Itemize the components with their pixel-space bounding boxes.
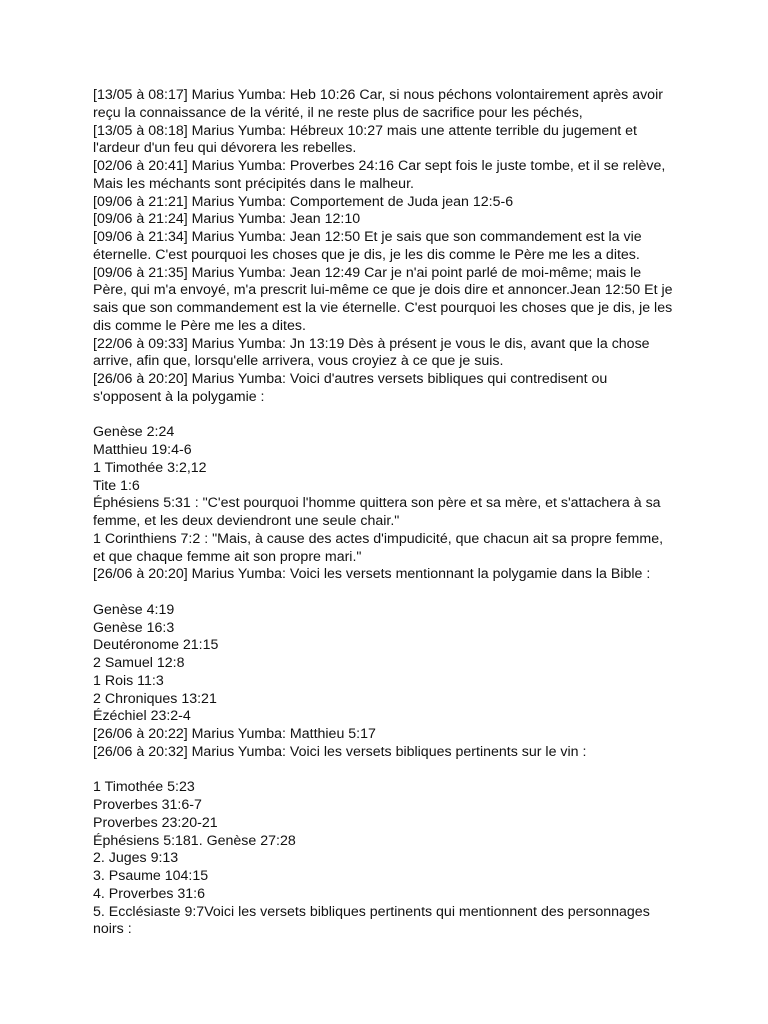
text-line: 1 Timothée 5:23: [93, 779, 195, 796]
text-line: Père, qui m'a envoyé, m'a prescrit lui-même ce que je dois dire et annoncer.Jean 12:50 Et je: [93, 282, 673, 299]
text-line: s'opposent à la polygamie :: [93, 388, 265, 405]
text-line: Genèse 4:19: [93, 601, 175, 618]
blank-line: [93, 584, 693, 602]
text-line: et que chaque femme ait son propre mari.": [93, 548, 362, 565]
blank-line: [93, 762, 693, 780]
text-line: Deutéronome 21:15: [93, 637, 219, 654]
text-line: Tite 1:6: [93, 477, 140, 494]
text-line: [02/06 à 20:41] Marius Yumba: Proverbes 24:16 Car sept fois le juste tombe, et il se relève,: [93, 158, 666, 174]
text-line: l'ardeur d'un feu qui dévorera les rebelles.: [93, 140, 357, 157]
text-line: arrive, afin que, lorsqu'elle arrivera, vous croyiez à ce que je suis.: [93, 353, 504, 370]
chat-transcript: [93, 87, 693, 939]
text-line: femme, et les deux deviendront une seule chair.": [93, 513, 400, 529]
text-line: Matthieu 19:4-6: [93, 442, 192, 458]
text-line: 3. Psaume 104:15: [93, 868, 209, 884]
text-line: Proverbes 23:20-21: [93, 814, 218, 831]
text-line: Genèse 16:3: [93, 619, 175, 636]
blank-line: [93, 407, 693, 425]
text-line: sais que son commandement est la vie éternelle. C'est pourquoi les choses que je dis, je les: [93, 300, 673, 316]
text-line: [26/06 à 20:32] Marius Yumba: Voici les versets bibliques pertinents sur le vin :: [93, 743, 587, 760]
text-line: Ézéchiel 23:2-4: [93, 708, 191, 725]
text-line: [26/06 à 20:22] Marius Yumba: Matthieu 5:17: [93, 726, 376, 742]
text-line: [09/06 à 21:34] Marius Yumba: Jean 12:50 Et je sais que son commandement est la vie: [93, 229, 642, 245]
text-line: 1 Timothée 3:2,12: [93, 459, 207, 476]
text-line: Proverbes 31:6-7: [93, 797, 202, 813]
text-line: [26/06 à 20:20] Marius Yumba: Voici d'autres versets bibliques qui contredisent ou: [93, 371, 608, 387]
text-line: [13/05 à 08:17] Marius Yumba: Heb 10:26 Car, si nous péchons volontairement après avoir: [93, 87, 663, 103]
text-line: reçu la connaissance de la vérité, il ne reste plus de sacrifice pour les péchés,: [93, 104, 583, 121]
text-line: Genèse 2:24: [93, 424, 175, 441]
text-line: [09/06 à 21:35] Marius Yumba: Jean 12:49 Car je n'ai point parlé de moi-même; mais le: [93, 264, 642, 281]
text-line: 1 Corinthiens 7:2 : "Mais, à cause des actes d'impudicité, que chacun ait sa propre femme,: [93, 530, 664, 547]
document-page: [93, 87, 693, 939]
text-line: noirs :: [93, 921, 132, 938]
text-line: 2 Chroniques 13:21: [93, 690, 217, 707]
text-line: [13/05 à 08:18] Marius Yumba: Hébreux 10:27 mais une attente terrible du jugement et: [93, 122, 637, 139]
text-line: 2 Samuel 12:8: [93, 655, 185, 671]
text-line: Éphésiens 5:181. Genèse 27:28: [93, 832, 296, 849]
text-line: dis comme le Père me les a dites.: [93, 317, 306, 334]
text-line: 4. Proverbes 31:6: [93, 885, 205, 902]
text-line: Mais les méchants sont précipités dans le malheur.: [93, 175, 414, 192]
text-line: Éphésiens 5:31 : "C'est pourquoi l'homme quittera son père et sa mère, et s'attachera à sa: [93, 495, 661, 512]
text-line: 5. Ecclésiaste 9:7Voici les versets bibliques pertinents qui mentionnent des personnages: [93, 903, 650, 920]
text-line: [09/06 à 21:24] Marius Yumba: Jean 12:10: [93, 211, 361, 228]
text-line: 1 Rois 11:3: [93, 672, 164, 689]
text-line: 2. Juges 9:13: [93, 850, 179, 867]
text-line: [09/06 à 21:21] Marius Yumba: Comportement de Juda jean 12:5-6: [93, 193, 514, 210]
text-line: éternelle. C'est pourquoi les choses que je dis, je les dis comme le Père me les a dites.: [93, 246, 640, 263]
text-line: [26/06 à 20:20] Marius Yumba: Voici les versets mentionnant la polygamie dans la Bible :: [93, 566, 651, 583]
text-line: [22/06 à 09:33] Marius Yumba: Jn 13:19 Dès à présent je vous le dis, avant que la chose: [93, 335, 650, 352]
